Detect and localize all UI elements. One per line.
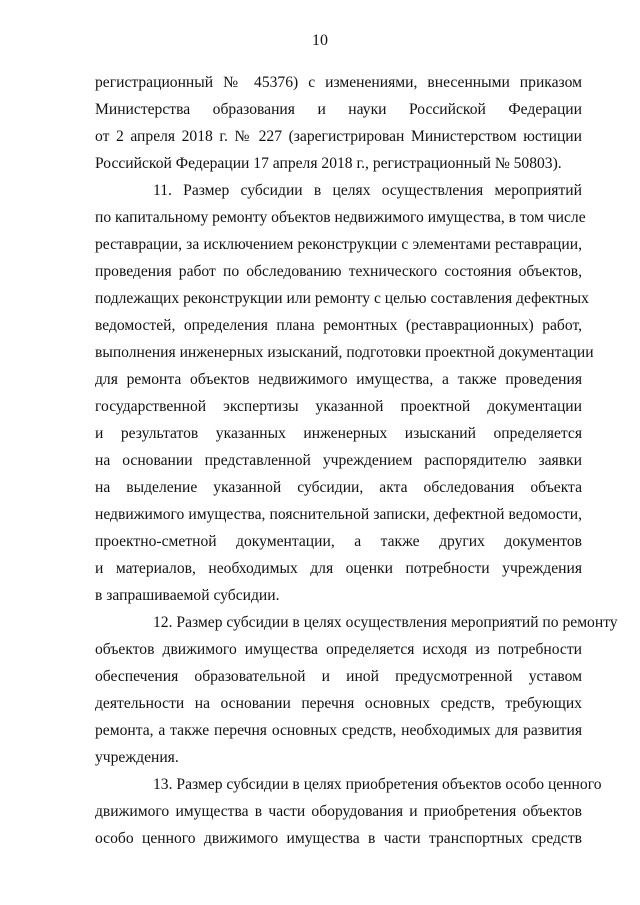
paragraph-11 [95, 177, 594, 609]
document-body [95, 69, 618, 852]
paragraph-13 [95, 771, 602, 852]
text-line: государственной экспертизы указанной проектной документации [95, 398, 582, 415]
text-line: регистрационный № 45376) с изменениями, внесенными приказом [95, 74, 582, 91]
text-line: обеспечения образовательной и иной предусмотренной уставом [95, 668, 582, 685]
text-line: недвижимого имущества, пояснительной записки, дефектной ведомости, [95, 506, 582, 523]
text-line: Российской Федерации 17 апреля 2018 г., регистрационный № 50803). [95, 155, 562, 172]
text-line: 13. Размер субсидии в целях приобретения объектов особо ценного [153, 776, 602, 793]
text-line: ведомостей, определения плана ремонтных (реставрационных) работ, [95, 317, 582, 334]
text-line: реставрации, за исключением реконструкции с элементами реставрации, [95, 236, 582, 253]
text-line: проектно-сметной документации, а также других документов [95, 533, 582, 550]
text-line: Министерства образования и науки Российской Федерации [95, 101, 582, 118]
text-line: учреждения. [95, 749, 179, 766]
text-line: от 2 апреля 2018 г. № 227 (зарегистрирован Министерством юстиции [95, 128, 582, 145]
text-line: на выделение указанной субсидии, акта обследования объекта [95, 479, 582, 496]
text-line: и материалов, необходимых для оценки потребности учреждения [95, 560, 582, 577]
text-line: деятельности на основании перечня основных средств, требующих [95, 695, 582, 712]
paragraph-continuation [95, 69, 582, 177]
text-line: на основании представленной учреждением распорядителю заявки [95, 452, 582, 469]
text-line: 11. Размер субсидии в целях осуществления мероприятий [153, 182, 582, 199]
text-line: объектов движимого имущества определяется исходя из потребности [95, 641, 582, 658]
text-line: в запрашиваемой субсидии. [95, 587, 280, 604]
text-line: движимого имущества в части оборудования и приобретения объектов [95, 803, 582, 820]
text-line: по капитальному ремонту объектов недвижимого имущества, в том числе [95, 209, 586, 226]
page-number: 10 [312, 32, 328, 49]
text-line: подлежащих реконструкции или ремонту с целью составления дефектных [95, 290, 589, 307]
text-line: 12. Размер субсидии в целях осуществления мероприятий по ремонту [153, 614, 618, 631]
text-line: выполнения инженерных изысканий, подготовки проектной документации [95, 344, 594, 361]
text-line: и результатов указанных инженерных изысканий определяется [95, 425, 582, 442]
paragraph-12 [95, 609, 618, 771]
text-line: проведения работ по обследованию технического состояния объектов, [95, 263, 582, 280]
text-line: для ремонта объектов недвижимого имущества, а также проведения [95, 371, 582, 388]
text-line: особо ценного движимого имущества в части транспортных средств [95, 830, 582, 847]
text-line: ремонта, а также перечня основных средств, необходимых для развития [95, 722, 582, 739]
